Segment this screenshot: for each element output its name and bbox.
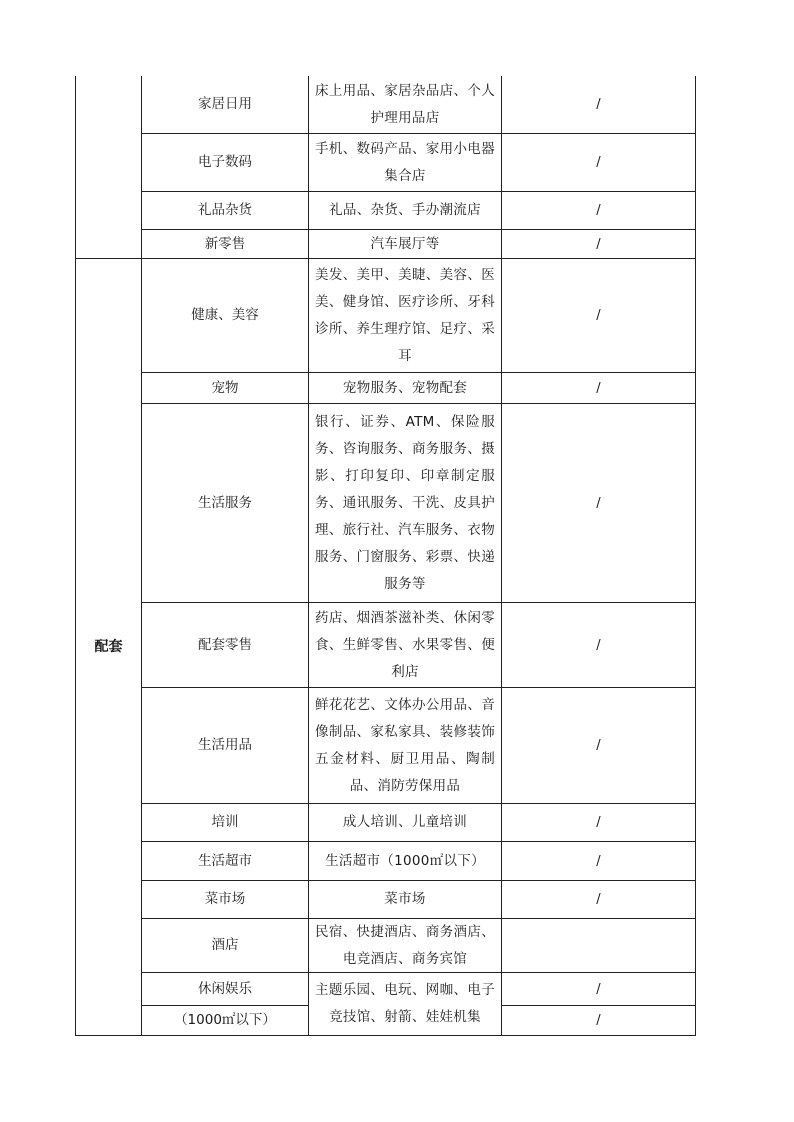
category-name: 生活服务 [198, 494, 252, 511]
table-border-right [695, 76, 696, 1036]
category-name-note: （1000㎡以下） [174, 1012, 276, 1028]
category-mark: / [596, 203, 601, 218]
category-description: 礼品、杂货、手办潮流店 [329, 202, 481, 218]
category-description: 菜市场 [384, 891, 426, 907]
category-mark: / [596, 495, 601, 511]
category-description: 主题乐园、电玩、网咖、电子竞技馆、射箭、娃娃机集 [315, 982, 495, 1025]
category-mark: / [596, 155, 601, 170]
category-description: 药店、烟酒茶滋补类、休闲零食、生鲜零售、水果零售、便利店 [315, 609, 495, 680]
category-name: 宠物 [211, 379, 239, 396]
category-mark: / [596, 637, 601, 653]
category-description: 生活超市（1000㎡以下） [325, 852, 485, 869]
category-name: 生活超市 [198, 852, 252, 869]
category-name: 家居日用 [198, 96, 252, 112]
category-description: 成人培训、儿童培训 [342, 814, 468, 830]
category-description: 民宿、快捷酒店、商务酒店、电竞酒店、商务宾馆 [315, 923, 495, 967]
category-name: 电子数码 [198, 154, 252, 170]
category-mark: / [596, 892, 601, 907]
category-mark: / [596, 380, 601, 396]
category-name: 培训 [211, 814, 239, 830]
category-name: 新零售 [204, 235, 246, 252]
category-mark: / [596, 815, 601, 830]
category-mark [502, 919, 695, 972]
category-description: 银行、证券、ATM、保险服务、咨询服务、商务服务、摄影、打印复印、印章制定服务、通讯服务、干洗、皮具护理、旅行社、汽车服务、衣物服务、门窗服务、彩票、快递服务等 [315, 413, 495, 592]
category-mark: / [596, 308, 601, 323]
category-name: 休闲娱乐 [198, 980, 252, 997]
section-label: 配套 [94, 638, 123, 655]
category-name: 健康、美容 [191, 307, 259, 323]
category-mark: / [596, 738, 601, 753]
category-name: 礼品杂货 [198, 202, 252, 218]
category-mark: / [596, 97, 601, 112]
category-name: 生活用品 [198, 737, 252, 753]
category-description: 宠物服务、宠物配套 [342, 379, 468, 396]
category-mark: / [596, 1013, 601, 1028]
category-name: 菜市场 [204, 891, 246, 907]
category-description: 汽车展厅等 [370, 235, 440, 252]
table-rule-bottom [75, 1035, 696, 1036]
category-description: 鲜花花艺、文体办公用品、音像制品、家私家具、装修装饰五金材料、厨卫用品、陶制品、消防劳保用品 [315, 696, 495, 794]
category-description: 手机、数码产品、家用小电器集合店 [315, 140, 495, 184]
category-description: 美发、美甲、美睫、美容、医美、健身馆、医疗诊所、牙科诊所、养生理疗馆、足疗、采耳 [315, 266, 495, 364]
category-name: 配套零售 [198, 636, 252, 653]
category-mark: / [596, 236, 601, 252]
category-description: 床上用品、家居杂品店、个人护理用品店 [315, 82, 495, 126]
category-mark: / [596, 853, 601, 869]
category-mark: / [596, 981, 601, 997]
category-name: 酒店 [211, 937, 239, 953]
